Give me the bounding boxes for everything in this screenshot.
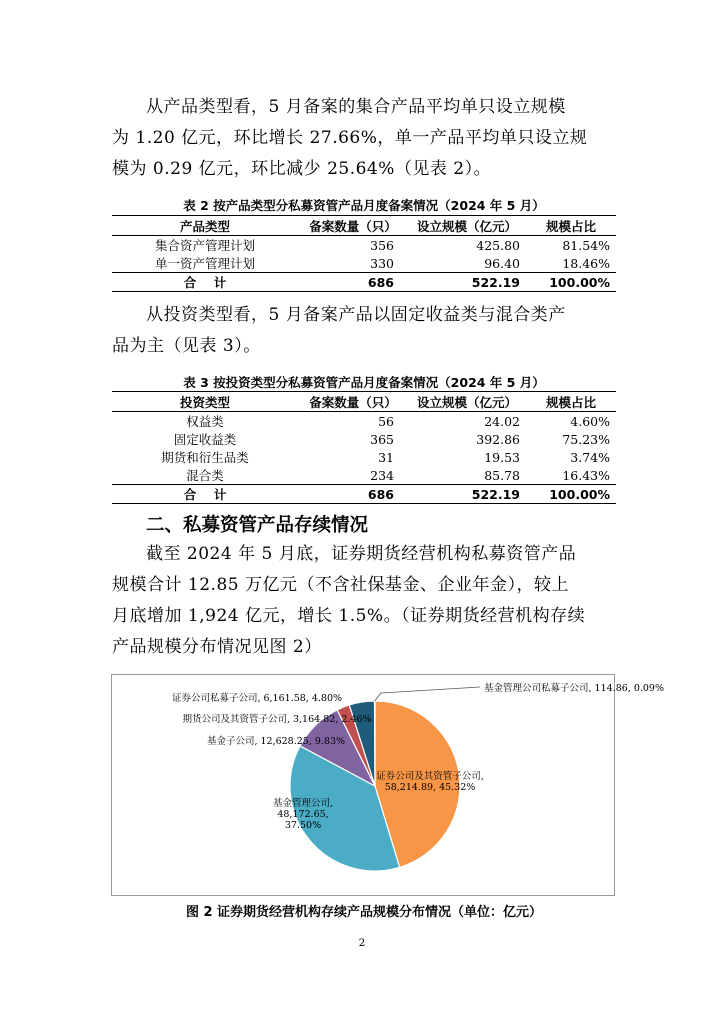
page-number: 2 [358,937,366,949]
figure-caption: 图 2 证券期货经营机构存续产品规模分布情况（单位：亿元） [185,905,543,920]
table-cell: 合 计 [112,273,298,292]
table-2-caption: 表 2 按产品类型分私募资管产品月度备案情况（2024 年 5 月） [183,198,545,213]
leader-line [375,687,480,701]
table-cell: 330 [370,255,394,271]
column-header: 规模占比 [526,392,616,412]
table-cell: 31 [378,449,394,465]
table-header-row [112,392,616,412]
table-cell: 522.19 [408,273,526,292]
paragraph-line: 月底增加 1,924 亿元，增长 1.5%。（证券期货经营机构存续 [112,606,586,626]
table-cell: 混合类 [186,468,224,483]
table-cell: 686 [298,273,408,292]
pie-chart-frame [111,674,664,896]
column-header: 规模占比 [526,216,616,236]
table-total-row [112,485,616,504]
table-header-row [112,216,616,236]
table-cell: 75.23% [562,431,610,447]
table-row [112,430,616,448]
table-row [112,412,616,431]
section-heading: 二、私募资管产品存续情况 [146,515,369,536]
table-cell: 522.19 [408,485,526,504]
column-header: 设立规模（亿元） [408,216,526,236]
slice-label: 基金管理公司, 48,172.65, 37.50% [272,798,334,831]
table-cell: 56 [378,413,394,429]
paragraph-line: 从投资类型看，5 月备案产品以固定收益类与混合类产 [146,305,566,325]
column-header: 备案数量（只） [298,392,408,412]
pie-chart [112,675,664,895]
table-3-caption: 表 3 按投资类型分私募资管产品月度备案情况（2024 年 5 月） [183,375,545,390]
table-total-row [112,273,616,292]
table-row [112,254,616,273]
paragraph-line: 产品规模分布情况见图 2） [112,637,322,657]
paragraph-line: 规模合计 12.85 万亿元（不含社保基金、企业年金），较上 [112,575,569,595]
slice-label: 证券公司及其资管子公司, 58,214.89, 45.32% [376,771,484,793]
table-2 [112,215,616,292]
table-cell: 81.54% [562,237,610,253]
table-cell: 686 [298,485,408,504]
paragraph-line: 模为 0.29 亿元，环比减少 25.64%（见表 2）。 [112,159,492,179]
table-cell: 3.74% [570,449,610,465]
slice-label: 期货公司及其资管子公司, 3,164.82, 2.46% [182,714,372,725]
slice-label: 基金管理公司私募子公司, 114.86, 0.09% [484,683,664,694]
paragraph-line: 截至 2024 年 5 月底，证券期货经营机构私募资管产品 [146,544,577,564]
paragraph-outstanding-scale [112,539,616,663]
table-cell: 18.46% [562,255,610,271]
table-cell: 96.40 [484,255,520,271]
table-cell: 365 [370,431,394,447]
paragraph-investment-type [112,300,616,362]
slice-label: 基金子公司, 12,628.25, 9.83% [206,736,346,747]
table-cell: 16.43% [562,467,610,483]
paragraph-line: 从产品类型看，5 月备案的集合产品平均单只设立规模 [146,97,566,117]
table-cell: 234 [370,467,394,483]
column-header: 备案数量（只） [298,216,408,236]
table-row [112,448,616,466]
paragraph-line: 为 1.20 亿元，环比增长 27.66%，单一产品平均单只设立规 [112,128,588,148]
column-header: 产品类型 [112,216,298,236]
table-cell: 4.60% [570,413,610,429]
table-cell: 固定收益类 [173,432,237,447]
column-header: 设立规模（亿元） [408,392,526,412]
table-cell: 392.86 [476,431,520,447]
table-cell: 100.00% [526,273,616,292]
paragraph-line: 品为主（见表 3）。 [112,336,261,356]
column-header: 投资类型 [112,392,298,412]
table-cell: 合 计 [112,485,298,504]
table-row [112,466,616,485]
table-cell: 19.53 [484,449,520,465]
table-cell: 期货和衍生品类 [161,450,249,465]
slice-label: 证券公司私募子公司, 6,161.58, 4.80% [171,693,343,704]
table-cell: 集合资产管理计划 [154,238,255,253]
paragraph-product-type [112,92,616,185]
table-cell: 24.02 [484,413,520,429]
table-3 [112,391,616,504]
table-cell: 权益类 [186,414,224,429]
table-cell: 85.78 [484,467,520,483]
table-cell: 425.80 [476,237,520,253]
table-cell: 356 [370,237,394,253]
table-cell: 100.00% [526,485,616,504]
table-cell: 单一资产管理计划 [154,256,255,271]
table-row [112,236,616,255]
